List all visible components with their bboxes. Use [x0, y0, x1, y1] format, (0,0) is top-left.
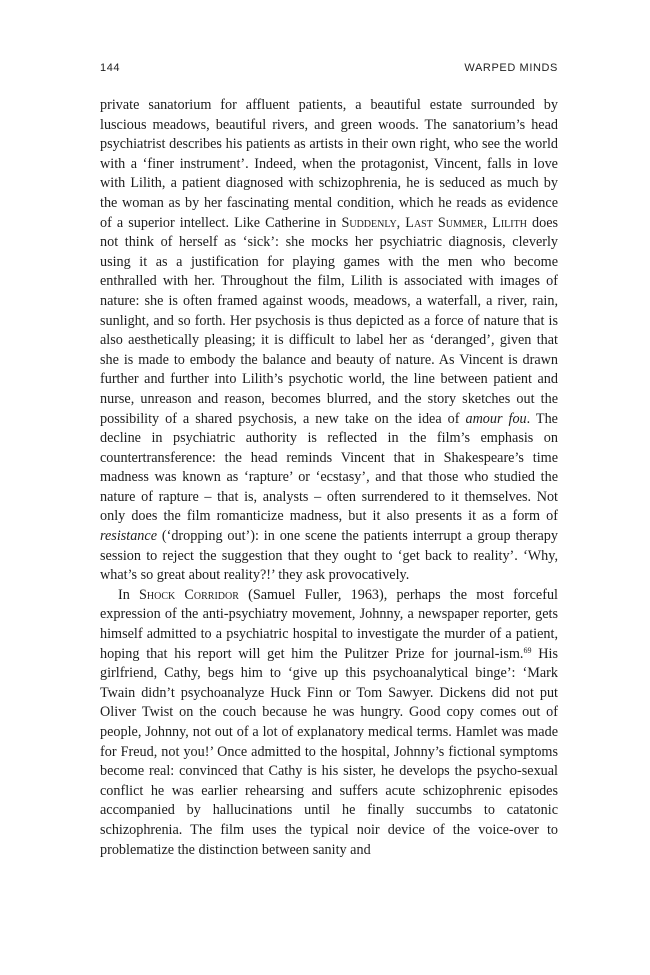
italic-resistance: resistance: [100, 528, 157, 545]
text-run: does not think of herself as ‘sick’: she mocks her psychiatric diagnosis, cleverly using it as a justification for playing games with the men who become enthralled with her. Throughout the film, Lilith is associated with images of nature: she is often framed against woods, meadows, a waterfall, a river, rain, sunlight, and so forth. Her psychosis is thus depicted as a force of nature that is also aesthetically pleasing; it is difficult to label her as ‘deranged’, given that she is made to embody the balance and beauty of nature. As Vincent is drawn further and further into Lilith’s psychotic world, the line between patient and nurse, unreason and reason, becomes blurred, and the story sketches out the possibility of a shared psychosis, a new take on the idea of: [100, 214, 559, 427]
italic-amour-fou: amour fou: [465, 410, 527, 427]
text-run: In: [118, 586, 140, 603]
text-run: His girlfriend, Cathy, begs him to ‘give up this psychoanalytical binge’: ‘Mark Twain didn’t psychoanalyze Huck Finn or Tom Sawyer. Dickens did not put Oliver Twist on the couch because he was hungry. Good copy comes out of people, Johnny, not out of a lot of explanatory medical terms. Hamlet was made for Freud, not you!’ Once admitted to the hospital, Johnny’s fictional symptoms become real: convinced that Cathy is his sister, he develops the psycho-sexual conflict he was earlier rehearsing and suffers acute schizophrenic episodes accompanied by hallucinations until he finally succumbs to catatonic schizophrenia. The film uses the typical noir device of the voice-over to problematize the distinction between sanity and: [100, 645, 558, 858]
text-run: ,: [483, 214, 493, 231]
page-number: 144: [100, 62, 121, 74]
film-title-suddenly-last-summer: Suddenly, Last Summer: [341, 214, 484, 231]
text-run: (‘dropping out’): in one scene the patients interrupt a group therapy session to reject the suggestion that they ought to ‘get back to reality’. ‘Why, what’s so great about reality?!’ they ask provocatively.: [100, 528, 558, 584]
text-run: private sanatorium for affluent patients, a beautiful estate surrounded by luscious meadows, beautiful rivers, and green woods. The sanatorium’s head psychiatrist describes his patients as artists in their own right, who see the world with a ‘finer instrument’. Indeed, when the protagonist, Vincent, falls in love with Lilith, a patient diagnosed with schizophrenia, he is seduced as much by the woman as by her fascinating mental condition, which he reads as evidence of a superior intellect. Like Catherine in: [100, 97, 558, 231]
text-run: . The decline in psychiatric authority is reflected in the film’s emphasis on countertransference: the head reminds Vincent that in Shakespeare’s time madness was known as ‘rapture’ or ‘ecstasy’, and that those who studied the nature of rapture – that is, analysts – often surrendered to it themselves. Not only does the film romanticize madness, but it also presents it as a form of: [100, 410, 558, 525]
film-title-lilith: Lilith: [492, 214, 527, 231]
paragraph-1: [100, 96, 558, 586]
running-title: WARPED MINDS: [464, 62, 558, 74]
film-title-shock-corridor: Shock Corridor: [139, 586, 239, 603]
footnote-marker[interactable]: 69: [523, 645, 532, 655]
text-run: (Samuel Fuller, 1963), perhaps the most forceful expression of the anti-psychiatry movement, Johnny, a newspaper reporter, gets himself admitted to a psychiatric hospital to investigate the murder of a patient, hoping that his report will get him the Pulitzer Prize for journal-ism.: [100, 586, 558, 662]
page-body: [100, 96, 558, 860]
running-head: [100, 62, 558, 74]
paragraph-2: [100, 586, 558, 860]
